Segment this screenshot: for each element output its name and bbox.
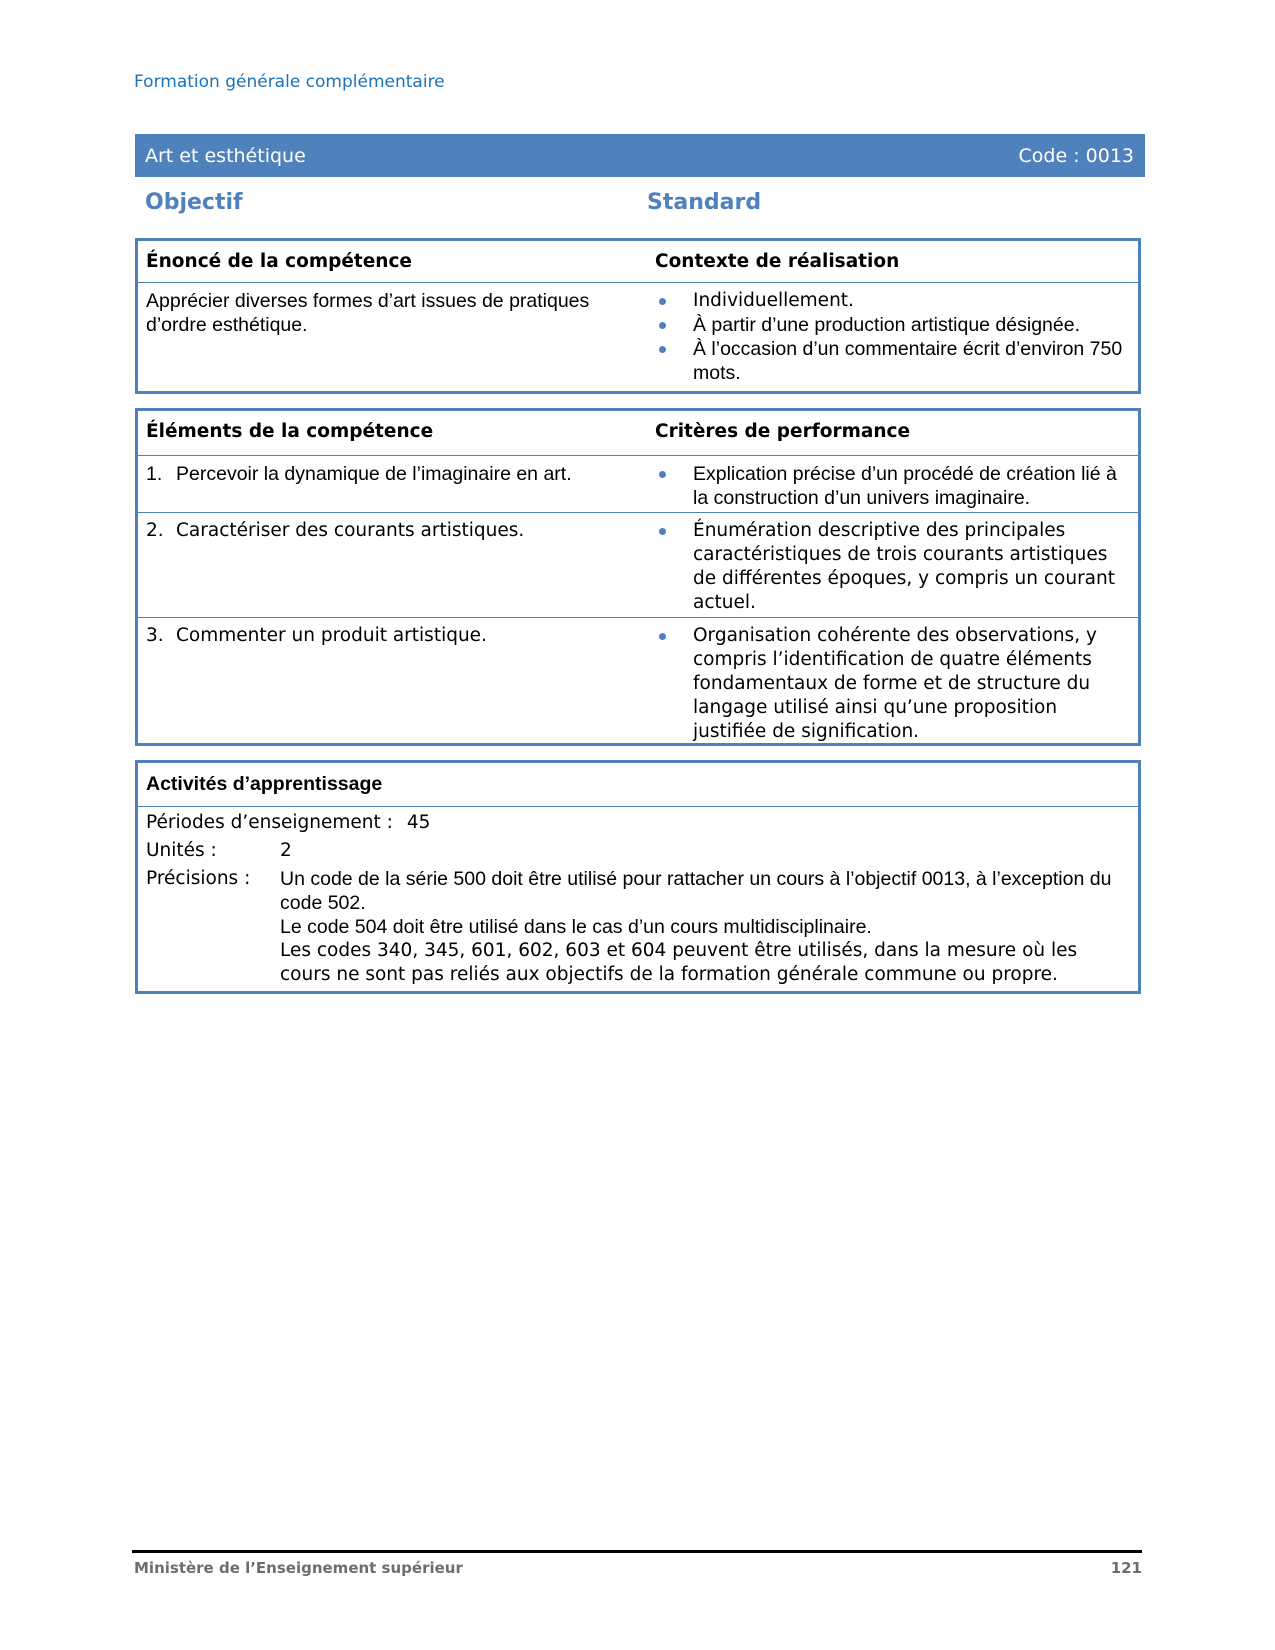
footer-divider <box>132 1550 1142 1553</box>
criteria-header: Critères de performance <box>655 421 911 442</box>
element-row <box>138 512 1138 617</box>
course-title: Art et esthétique <box>145 144 306 167</box>
bullet-icon <box>659 633 666 640</box>
page-number: 121 <box>1110 1559 1142 1577</box>
criteria-item: Explication précise d’un procédé de création lié à la construction d’un univers imaginaire. <box>655 462 1130 510</box>
bullet-icon <box>659 471 666 478</box>
bullet-icon <box>659 346 666 353</box>
statement-header: Énoncé de la compétence <box>146 251 412 272</box>
section-label: Formation générale complémentaire <box>134 72 445 92</box>
context-header: Contexte de réalisation <box>655 251 900 272</box>
criteria-item: Organisation cohérente des observations, y compris l’identification de quatre éléments fondamentaux de forme et de structure du langage utilisé ainsi qu’une proposition justifiée de signification. <box>655 624 1130 744</box>
activities-header: Activités d’apprentissage <box>146 773 383 795</box>
periods-label: Périodes d’enseignement : <box>146 812 393 833</box>
criteria-item: Énumération descriptive des principales caractéristiques de trois courants artistiques de différentes époques, y compris un courant actuel. <box>655 519 1130 615</box>
competence-header-row <box>138 241 1138 282</box>
activities-box <box>135 760 1141 994</box>
context-item: À partir d’une production artistique désignée. <box>655 313 1130 337</box>
elements-box <box>135 408 1141 746</box>
element-text: 1. Percevoir la dynamique de l’imaginaire en art. <box>146 463 572 485</box>
units-value: 2 <box>280 840 292 861</box>
activities-header-row <box>138 763 1138 806</box>
bullet-icon <box>659 322 666 329</box>
context-list <box>655 289 1130 385</box>
competence-box <box>135 238 1141 394</box>
bullet-icon <box>659 528 666 535</box>
objectif-heading: Objectif <box>145 190 243 215</box>
course-title-bar <box>135 134 1145 177</box>
elements-header: Éléments de la compétence <box>146 421 434 442</box>
course-code: Code : 0013 <box>1018 144 1134 167</box>
elements-header-row <box>138 411 1138 455</box>
competence-statement: Apprécier diverses formes d’art issues de pratiques d’ordre esthétique. <box>146 290 590 336</box>
context-item: Individuellement. <box>655 289 1130 313</box>
competence-body-row <box>138 282 1138 391</box>
details-label: Précisions : <box>146 868 251 889</box>
units-line <box>146 839 1130 863</box>
bullet-icon <box>659 298 666 305</box>
footer-publisher: Ministère de l’Enseignement supérieur <box>134 1559 463 1577</box>
context-item: À l’occasion d’un commentaire écrit d’environ 750 mots. <box>655 337 1130 385</box>
element-row <box>138 617 1138 750</box>
units-label: Unités : <box>146 840 217 861</box>
element-row <box>138 455 1138 512</box>
periods-value: 45 <box>406 812 431 833</box>
details-text: Un code de la série 500 doit être utilisé pour rattacher un cours à l’objectif 0013, à l’exception du code 502. Le code 504 doit être utilisé dans le cas d’un cours multidisciplinaire. Les codes 340, 345, 601, 602, 603 et 604 peuvent être utilisés, dans la mesure où les cours ne sont pas reliés aux objectifs de la formation générale commune ou propre. <box>280 868 1112 985</box>
element-text: 2. Caractériser des courants artistiques. <box>146 520 525 541</box>
periods-line <box>146 811 1130 835</box>
details-line <box>146 867 1130 987</box>
standard-heading: Standard <box>647 190 762 215</box>
element-text: 3. Commenter un produit artistique. <box>146 625 487 646</box>
